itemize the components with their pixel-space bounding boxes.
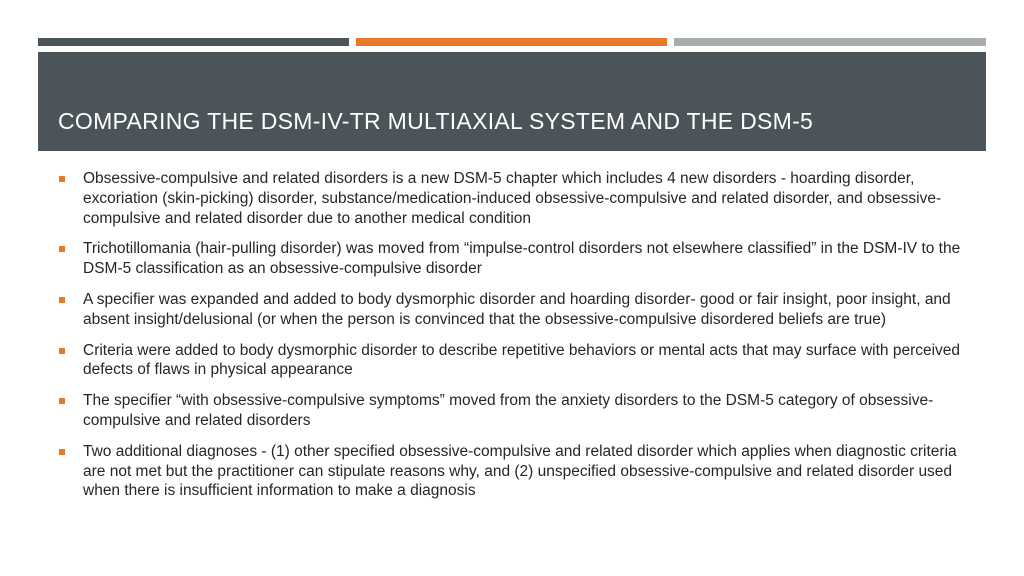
bullet-text: The specifier “with obsessive-compulsive symptoms” moved from the anxiety disorders to the DSM-5 category of obsessive-compulsive and related disorders	[83, 392, 934, 429]
square-bullet-icon	[59, 246, 65, 252]
title-band	[38, 52, 986, 151]
bullet-item	[55, 391, 975, 431]
square-bullet-icon	[59, 348, 65, 354]
bullet-item	[55, 239, 975, 279]
bullet-item	[55, 290, 975, 330]
bullet-text: Two additional diagnoses - (1) other specified obsessive-compulsive and related disorder which applies when diagnostic criteria are not met but the practitioner can stipulate reasons why, and (2) unspecified obsessive-compulsive and related disorder used when there is insufficient information to make a diagnosis	[83, 442, 957, 500]
accent-bar-orange	[356, 38, 667, 46]
square-bullet-icon	[59, 398, 65, 404]
bullet-text: A specifier was expanded and added to body dysmorphic disorder and hoarding disorder- good or fair insight, poor insight, and absent insight/delusional (or when the person is convinced that the obsessive-compulsive disordered beliefs are true)	[83, 290, 951, 328]
bullet-item	[55, 442, 975, 501]
slide-title: COMPARING THE DSM-IV-TR MULTIAXIAL SYSTEM AND THE DSM-5	[58, 108, 814, 134]
bullet-text: Obsessive-compulsive and related disorders is a new DSM-5 chapter which includes 4 new disorders - hoarding disorder, excoriation (skin-picking) disorder, substance/medication-induced obsessive-compulsive and related disorder, and obsessive-compulsive and related disorder due to another medical condition	[83, 170, 942, 227]
bullet-text: Criteria were added to body dysmorphic disorder to describe repetitive behaviors or mental acts that may surface with perceived defects of flaws in physical appearance	[83, 341, 961, 379]
accent-bar-gray	[674, 38, 986, 46]
bullet-item	[55, 169, 975, 228]
square-bullet-icon	[59, 176, 65, 182]
accent-bar-dark	[38, 38, 349, 46]
square-bullet-icon	[59, 449, 65, 455]
square-bullet-icon	[59, 297, 65, 303]
bullet-list	[55, 169, 975, 512]
bullet-text: Trichotillomania (hair-pulling disorder) was moved from “impulse-control disorders not elsewhere classified” in the DSM-IV to the DSM-5 classification as an obsessive-compulsive disorder	[83, 240, 961, 278]
bullet-item	[55, 341, 975, 381]
